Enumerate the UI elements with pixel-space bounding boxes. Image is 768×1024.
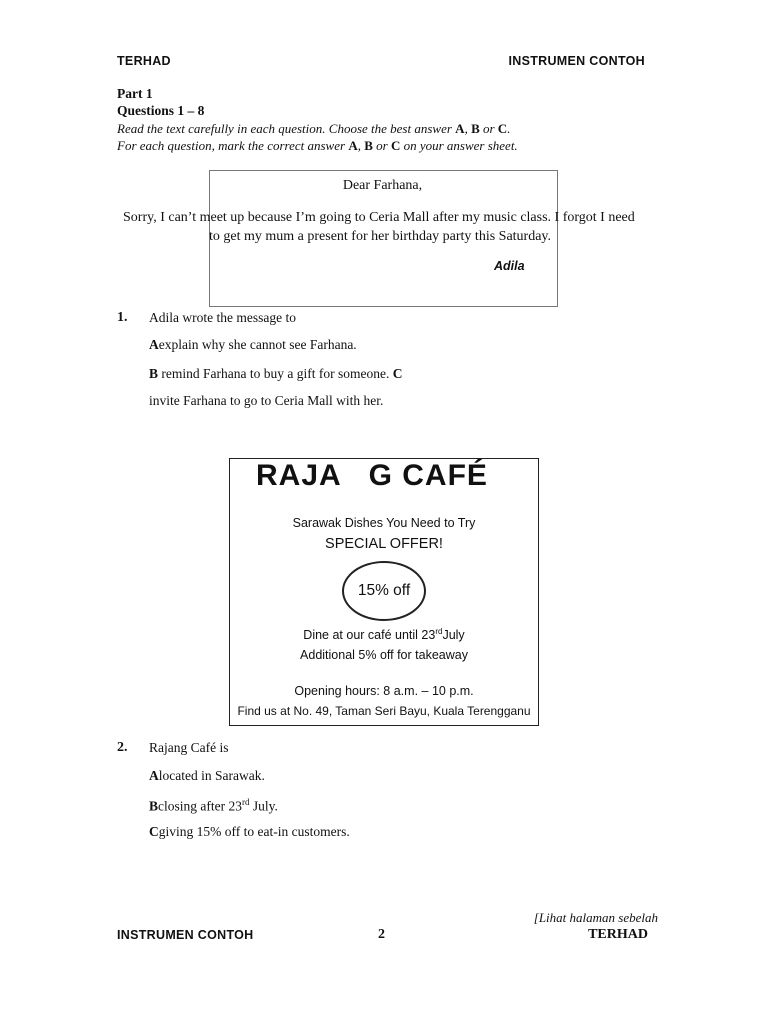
- question-1-option-b: B remind Farhana to buy a gift for someone. C: [149, 366, 403, 381]
- question-1-stem: Adila wrote the message to: [149, 310, 296, 325]
- instruction-2: For each question, mark the correct answer A, B or C on your answer sheet.: [117, 138, 518, 153]
- advert-takeaway: Additional 5% off for takeaway: [300, 648, 468, 662]
- questions-range: Questions 1 – 8: [117, 103, 205, 118]
- question-2-option-c: Cgiving 15% off to eat-in customers.: [149, 824, 350, 839]
- note-signature: Adila: [494, 259, 525, 273]
- question-2-stem: Rajang Café is: [149, 740, 229, 755]
- advert-offer: SPECIAL OFFER!: [325, 536, 443, 552]
- note-line-2: to get my mum a present for her birthday party this Saturday.: [209, 229, 552, 244]
- advert-title: RAJA G CAFÉ: [256, 459, 488, 492]
- advert-tagline: Sarawak Dishes You Need to Try: [292, 516, 476, 530]
- question-2-option-a: Alocated in Sarawak.: [149, 768, 265, 783]
- footer-right: TERHAD: [588, 927, 648, 942]
- note-greeting: Dear Farhana,: [342, 178, 423, 193]
- cafe-advert: [229, 458, 539, 726]
- advert-hours: Opening hours: 8 a.m. – 10 p.m.: [294, 684, 474, 698]
- question-1-option-c: invite Farhana to go to Ceria Mall with her.: [149, 393, 384, 408]
- header-right: INSTRUMEN CONTOH: [508, 54, 645, 68]
- instruction-1: Read the text carefully in each question. Choose the best answer A, B or C.: [117, 121, 511, 136]
- header-left: TERHAD: [117, 54, 171, 68]
- question-1-number: 1.: [117, 310, 128, 325]
- page-number: 2: [378, 927, 385, 942]
- turn-page-note: [Lihat halaman sebelah: [533, 910, 658, 925]
- question-2-number: 2.: [117, 740, 128, 755]
- advert-address: Find us at No. 49, Taman Seri Bayu, Kuala Terengganu: [237, 704, 531, 718]
- question-1-option-a: Aexplain why she cannot see Farhana.: [149, 337, 357, 352]
- footer-left: INSTRUMEN CONTOH: [117, 928, 254, 942]
- discount-circle: 15% off: [342, 561, 426, 621]
- advert-dine-until: Dine at our café until 23rdJuly: [303, 627, 465, 643]
- part-title: Part 1: [117, 86, 153, 101]
- note-line-1: Sorry, I can’t meet up because I’m going to Ceria Mall after my music class. I forgot I need: [123, 210, 635, 225]
- question-2-option-b: Bclosing after 23rd July.: [149, 797, 278, 814]
